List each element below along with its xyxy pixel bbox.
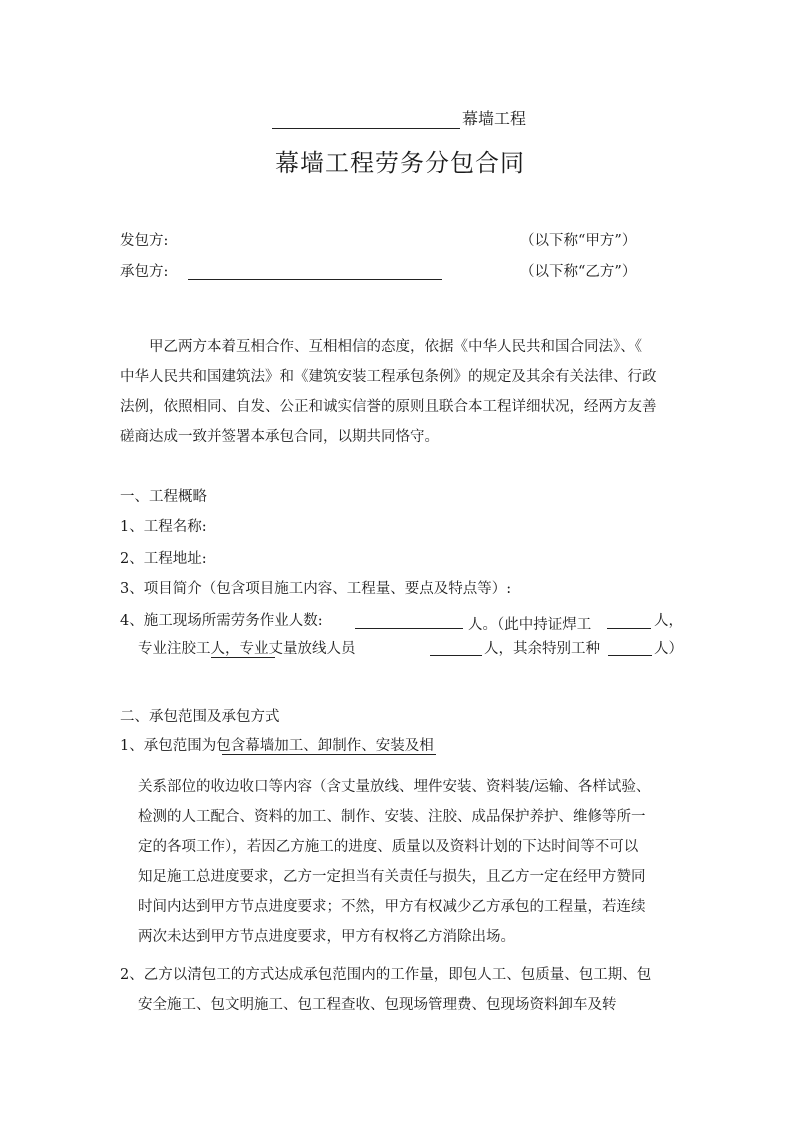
welder-count-blank[interactable] xyxy=(607,628,651,629)
scope-line: 定的各项工作），若因乙方施工的进度、质量以及资料计划的下达时间等不可以 xyxy=(138,839,639,855)
preamble-line: 法例，依照相同、自发、公正和诚实信誉的原则且联合本工程详细状况，经两方友善 xyxy=(120,399,657,415)
project-summary-item: 3、项目简介（包含项目施工内容、工程量、要点及特点等）: xyxy=(120,581,512,597)
labor-count-item: 4、施工现场所需劳务作业人数: xyxy=(120,613,323,629)
labor-count-blank[interactable] xyxy=(355,628,463,629)
special-count-blank[interactable] xyxy=(608,655,652,656)
scope-line: 检测的人工配合、资料的加工、制作、安装、注胶、成品保护养护、维修等所一 xyxy=(138,809,646,825)
preamble-line: 磋商达成一致并签署本承包合同，以期共同恪守。 xyxy=(120,429,439,445)
project-address-item: 2、工程地址: xyxy=(120,551,207,567)
contractor-label: 承包方: xyxy=(120,264,169,280)
labor-count-unit: 人。（此中持证焊工 xyxy=(468,617,592,633)
project-name-blank[interactable] xyxy=(272,128,460,129)
glue-surveyor-line: 专业注胶工人，专业丈量放线人员 xyxy=(138,641,356,657)
project-name-item: 1、工程名称: xyxy=(120,519,207,535)
scope-line: 时间内达到甲方节点进度要求；不然，甲方有权减少乙方承包的工程量，若连续 xyxy=(138,899,646,915)
contract-mode-line: 2、乙方以清包工的方式达成承包范围内的工作量，即包人工、包质量、包工期、包 xyxy=(120,967,652,983)
project-suffix: 幕墙工程 xyxy=(462,109,527,128)
surveyor-count-unit: 人，其余特别工种 xyxy=(484,641,600,657)
scope-item-first: 1、承包范围为包含幕墙加工、卸制作、安装及相 xyxy=(120,738,434,754)
contract-mode-line: 安全施工、包文明施工、包工程查收、包现场管理费、包现场资料卸车及转 xyxy=(138,997,617,1013)
contractor-note: （以下称“乙方”） xyxy=(520,264,637,280)
section1-heading: 一、工程概略 xyxy=(120,489,207,505)
preamble-line: 中华人民共和国建筑法》和《建筑安装工程承包条例》的规定及其余有关法律、行政 xyxy=(120,369,657,385)
scope-line: 两次未达到甲方节点进度要求，甲方有权将乙方消除出场。 xyxy=(138,929,515,945)
employer-label: 发包方: xyxy=(120,233,169,249)
scope-underline xyxy=(222,754,436,755)
scope-line: 知足施工总进度要求，乙方一定担当有关责任与损失，且乙方一定在经甲方赞同 xyxy=(138,869,646,885)
employer-note: （以下称“甲方”） xyxy=(520,233,637,249)
page-title: 幕墙工程劳务分包合同 xyxy=(275,149,525,177)
preamble-line: 甲乙两方本着互相合作、互相相信的态度，依据《中华人民共和国合同法》、《 xyxy=(149,339,642,355)
scope-line: 关系部位的收边收口等内容（含丈量放线、埋件安装、资料装/运输、各样试验、 xyxy=(138,779,651,795)
special-count-unit: 人） xyxy=(654,641,683,657)
section2-heading: 二、承包范围及承包方式 xyxy=(120,709,280,725)
contractor-name-blank[interactable] xyxy=(188,279,442,280)
surveyor-count-blank[interactable] xyxy=(430,655,482,656)
welder-count-unit: 人， xyxy=(654,613,683,629)
glue-underline xyxy=(211,657,275,658)
